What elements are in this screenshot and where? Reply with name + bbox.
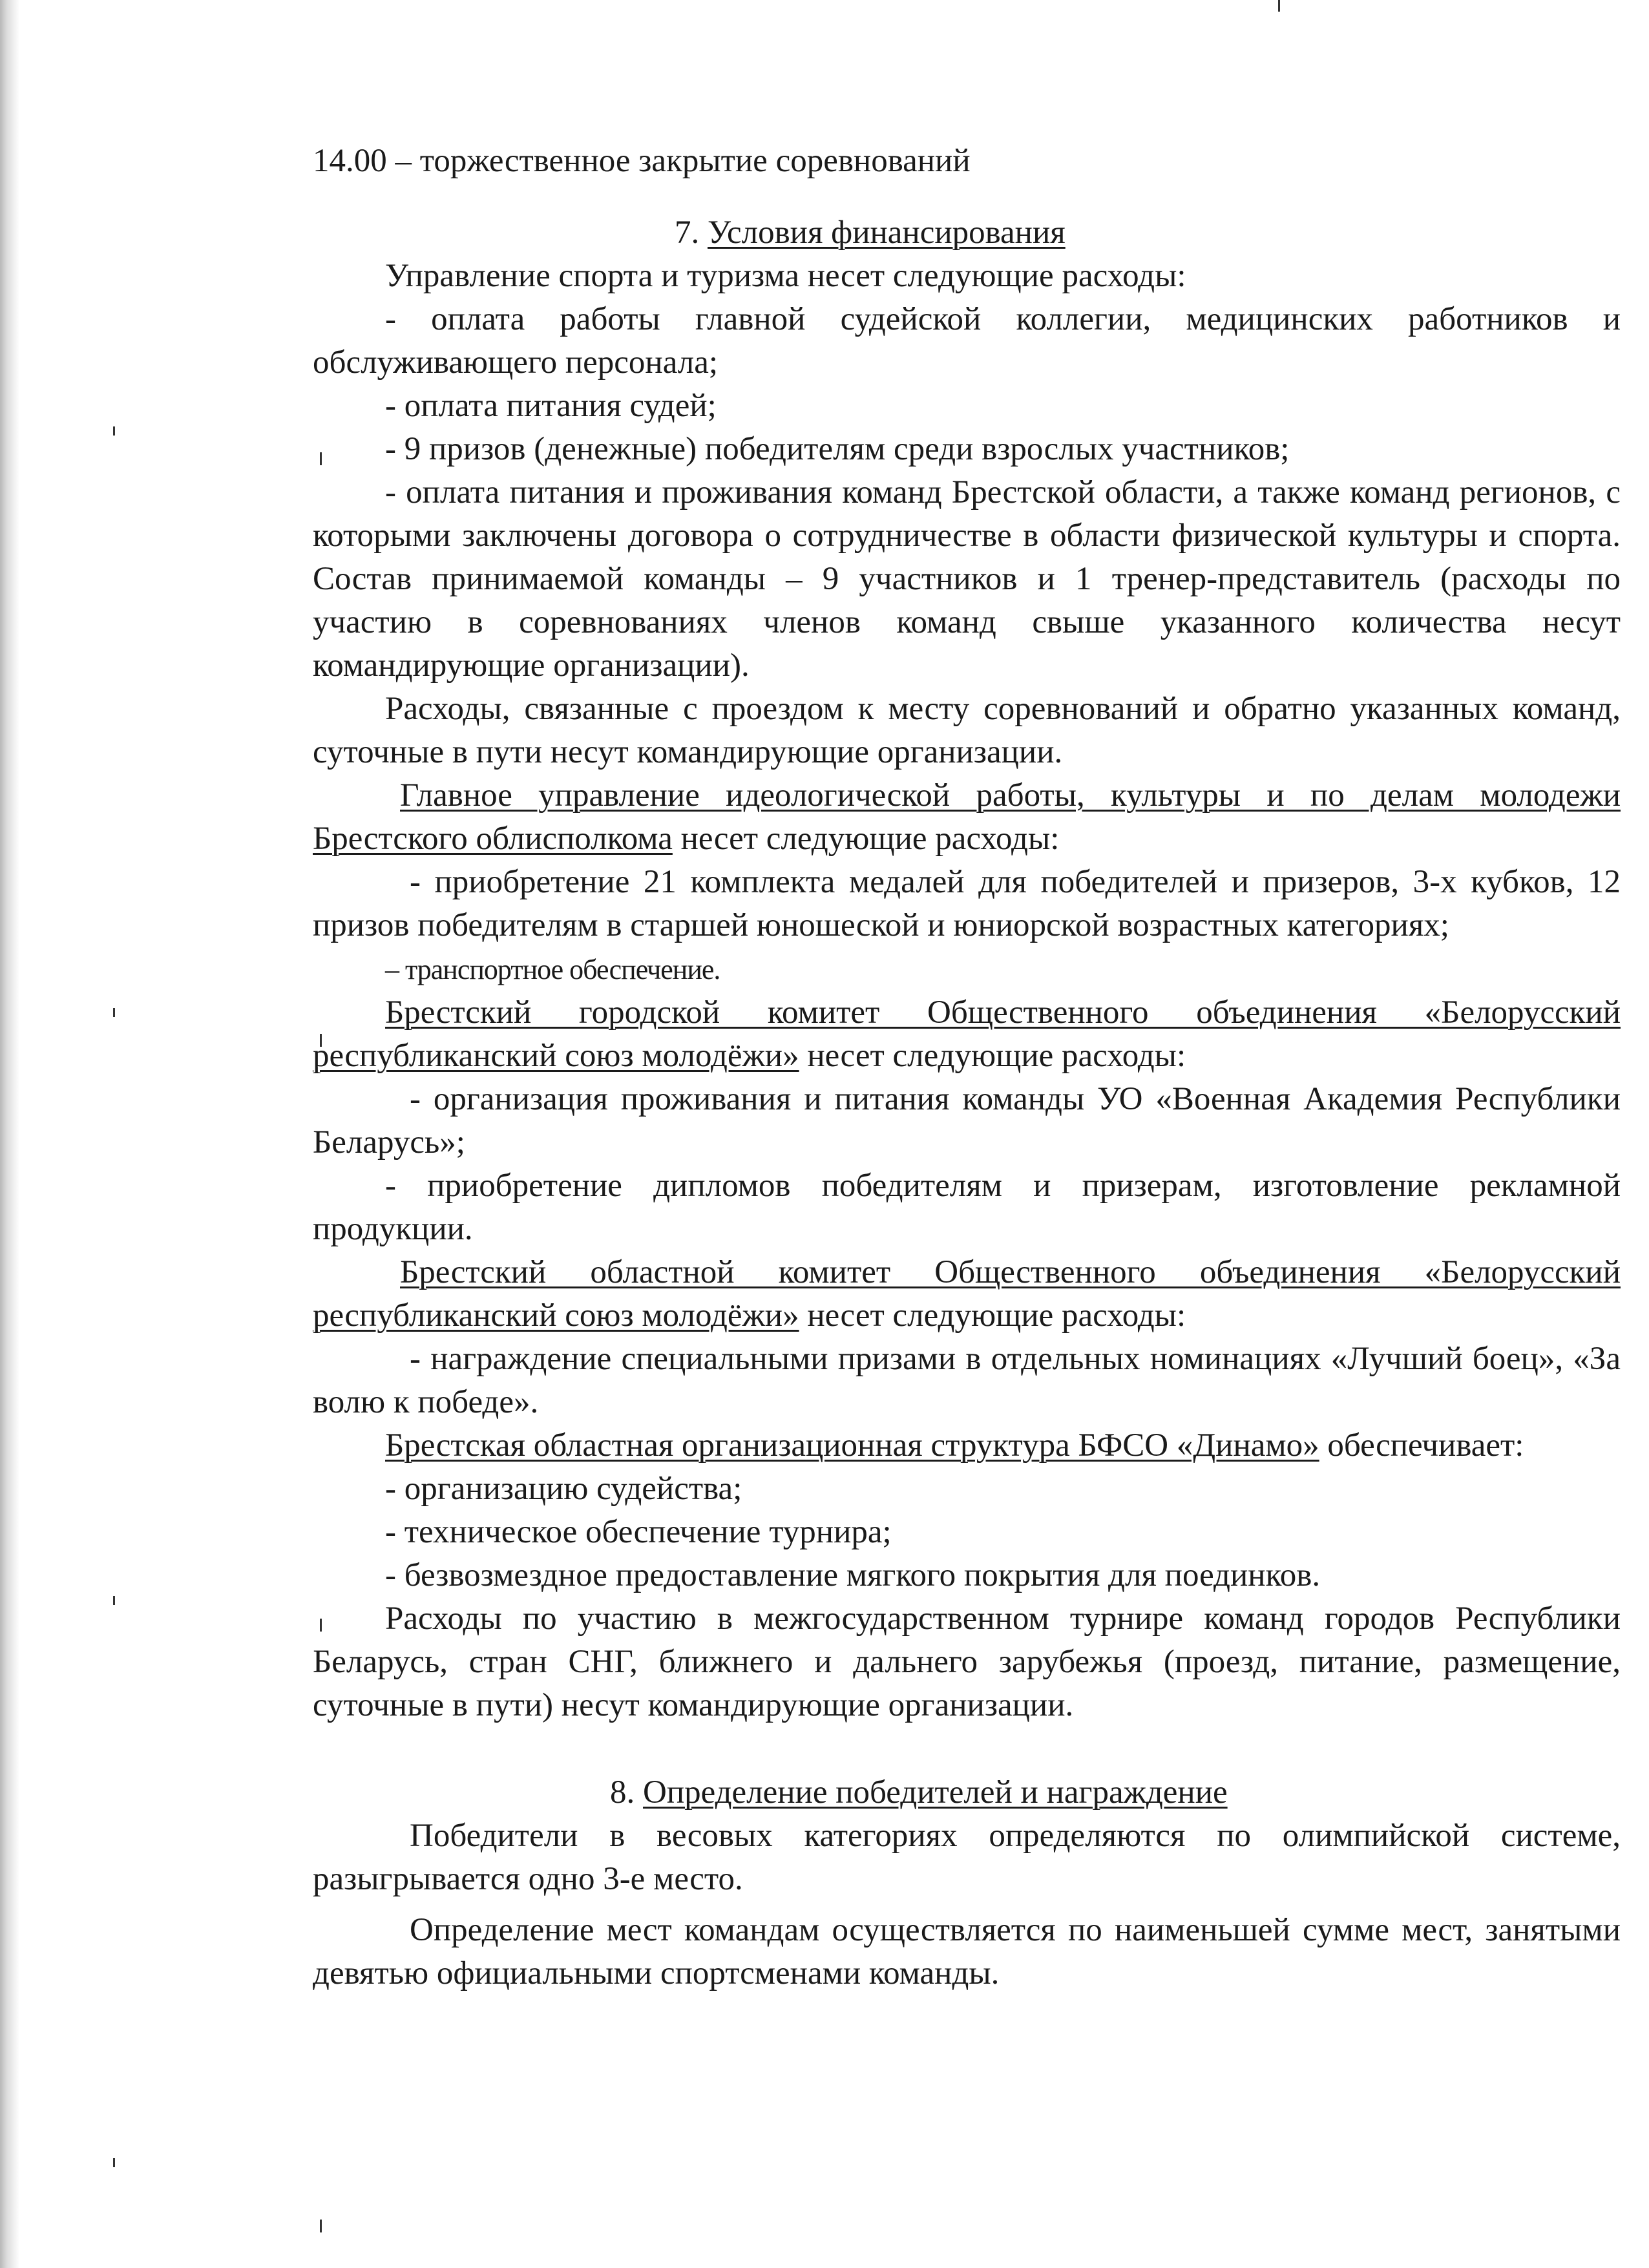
document-page [313, 140, 1621, 1995]
section-8-heading [313, 1771, 1621, 1814]
s7-paragraph-15 [313, 1424, 1621, 1467]
s7-paragraph-13 [313, 1251, 1621, 1338]
s7-paragraph-2: - оплата работы главной судейской коллегии, медицинских работников и обслуживающего персонала; [313, 301, 1621, 381]
s8-paragraph-1: Победители в весовых категориях определяются по олимпийской системе, разыгрывается одно 3-е место. [313, 1818, 1621, 1897]
s7-paragraph-8: - приобретение 21 комплекта медалей для победителей и призеров, 3-х кубков, 12 призов победителям в старшей юношеской и юниорской возрастных категориях; [313, 864, 1621, 943]
s7-paragraph-10-organization: Брестский городской комитет Общественного объединения «Белорусский республиканский союз молодёжи» [313, 994, 1621, 1074]
s7-paragraph-7-text: несет следующие расходы: [672, 821, 1060, 857]
s7-paragraph-12: - приобретение дипломов победителям и призерам, изготовление рекламной продукции. [313, 1168, 1621, 1247]
s7-paragraph-15-organization: Брестская областная организационная структура БФСО «Динамо» [385, 1427, 1319, 1464]
s8-paragraph-2: Определение мест командам осуществляется по наименьшей сумме мест, занятыми девятью официальными спортсменами команды. [313, 1912, 1621, 1991]
scan-mark [113, 1008, 115, 1017]
scan-mark [113, 1596, 115, 1605]
s7-paragraph-19: Расходы по участию в межгосударственном турнире команд городов Республики Беларусь, стран СНГ, ближнего и дальнего зарубежья (проезд, питание, размещение, суточные в пути) несут командирующие организации. [313, 1601, 1621, 1723]
scan-mark [1278, 0, 1280, 12]
section-7-heading [313, 211, 1621, 255]
s7-paragraph-7 [313, 774, 1621, 861]
section-7-number: 7. [675, 215, 700, 251]
s7-paragraph-15-text: обеспечивает: [1319, 1427, 1524, 1464]
s7-paragraph-10-text: несет следующие расходы: [799, 1038, 1186, 1074]
scan-mark [320, 2220, 322, 2232]
s7-paragraph-13-organization: Брестский областной комитет Общественного объединения «Белорусский республиканский союз молодёжи» [313, 1254, 1621, 1334]
scan-mark [113, 2158, 115, 2167]
section-8-number: 8. [610, 1774, 635, 1811]
s7-paragraph-11: - организация проживания и питания команды УО «Военная Академия Республики Беларусь»; [313, 1081, 1621, 1160]
s7-paragraph-7-organization: Главное управление идеологической работы, культуры и по делам молодежи Брестского облисполкома [313, 777, 1621, 857]
s7-paragraph-10 [313, 991, 1621, 1078]
scan-mark [113, 426, 115, 436]
section-8-title: Определение победителей и награждение [643, 1774, 1228, 1811]
s7-paragraph-9-text: – транспортное обеспечение. [385, 954, 720, 985]
s7-paragraph-18: - безвозмездное предоставление мягкого покрытия для поединков. [385, 1557, 1321, 1593]
s7-paragraph-4: - 9 призов (денежные) победителям среди взрослых участников; [385, 431, 1290, 467]
s7-paragraph-13-text: несет следующие расходы: [799, 1297, 1186, 1334]
s7-paragraph-14: - награждение специальными призами в отдельных номинациях «Лучший боец», «За волю к победе». [313, 1341, 1621, 1420]
s7-paragraph-17: - техническое обеспечение турнира; [385, 1514, 892, 1550]
s7-paragraph-9 [313, 947, 1621, 991]
s7-paragraph-5: - оплата питания и проживания команд Брестской области, а также команд регионов, с которыми заключены договора о сотрудничестве в области физической культуры и спорта. Состав принимаемой команды – 9 участников и 1 тренер-представитель (расходы по участию в соревнованиях членов команд свыше указанного количества несут командирующие организации). [313, 474, 1621, 684]
section-7-title: Условия финансирования [708, 215, 1066, 251]
s7-paragraph-16: - организацию судейства; [385, 1471, 742, 1507]
s7-paragraph-1: Управление спорта и туризма несет следующие расходы: [385, 258, 1186, 294]
scan-shadow-edge [0, 0, 19, 2268]
s7-paragraph-6: Расходы, связанные с проездом к месту соревнований и обратно указанных команд, суточные в пути несут командирующие организации. [313, 691, 1621, 770]
s7-paragraph-3: - оплата питания судей; [385, 388, 717, 424]
schedule-closing-line: 14.00 – торжественное закрытие соревнований [313, 143, 971, 179]
